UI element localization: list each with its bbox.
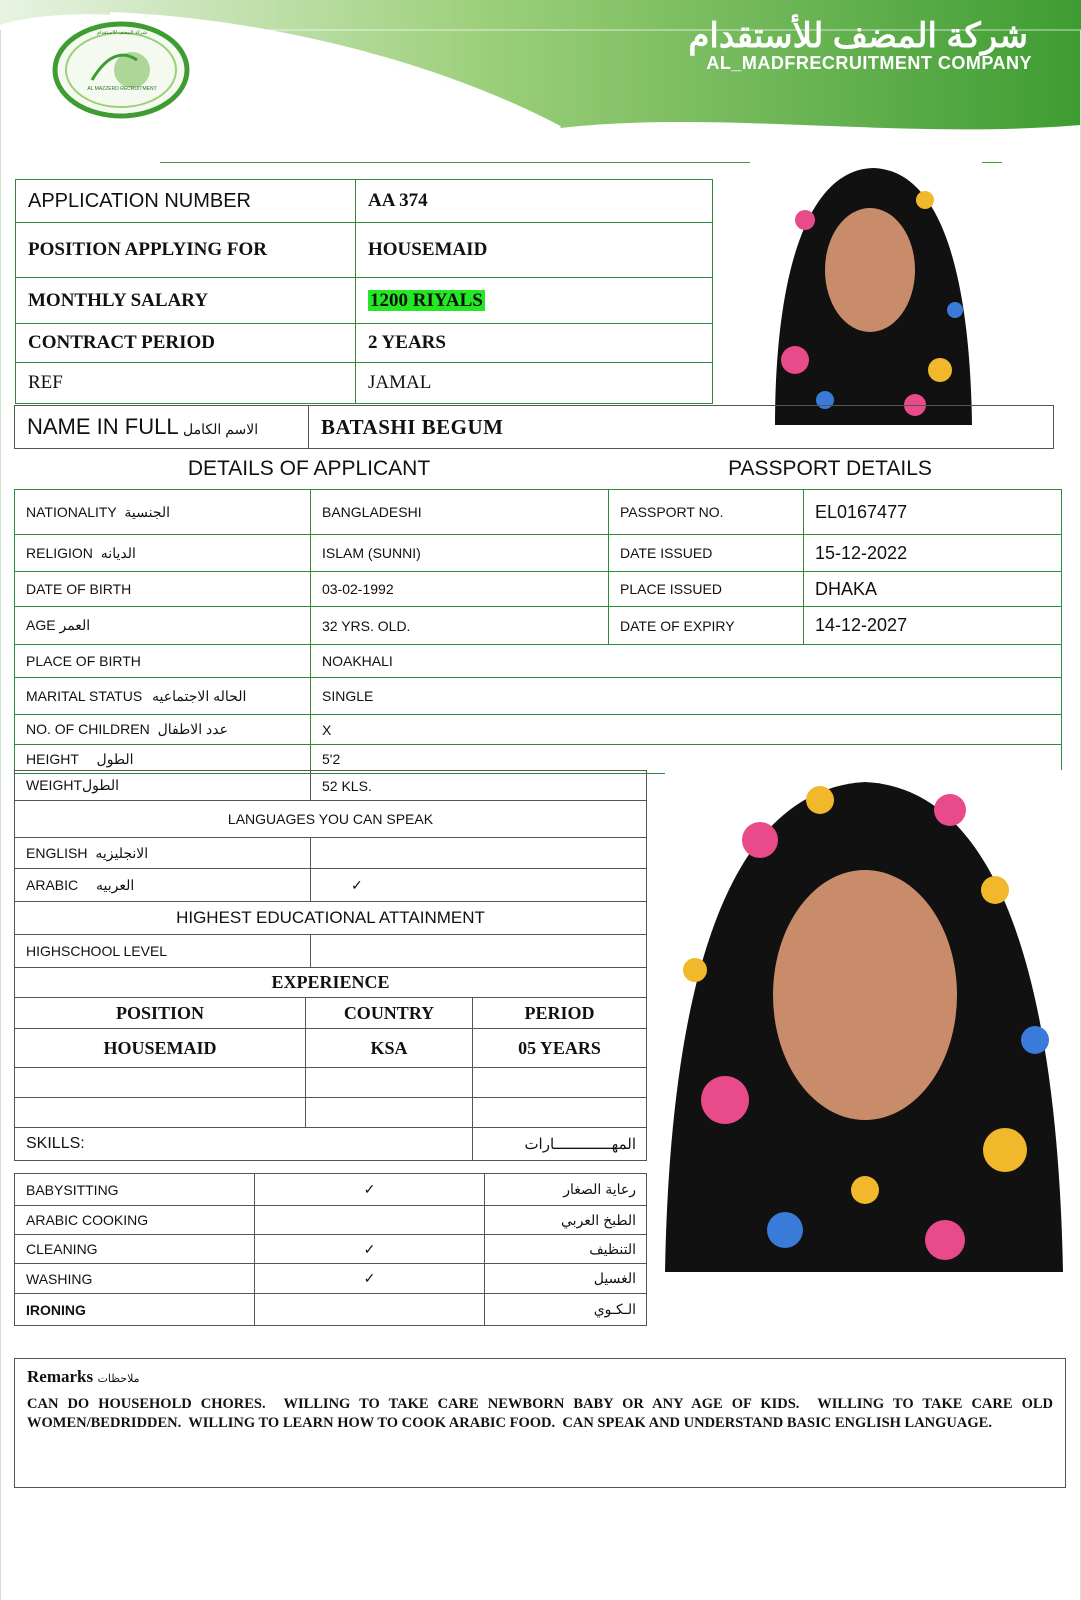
- skill-check: ✓: [255, 1174, 485, 1206]
- education-title: HIGHEST EDUCATIONAL ATTAINMENT: [15, 902, 647, 935]
- table-row: [15, 607, 1062, 645]
- page-border-left: [0, 30, 1, 1600]
- field-label-arabic: الجنسية: [124, 503, 171, 520]
- table-row: [15, 1068, 647, 1098]
- table-row: [15, 1029, 647, 1068]
- field-label: HEIGHT: [26, 750, 79, 767]
- weight-table: [14, 770, 647, 968]
- table-row: [15, 645, 1062, 678]
- applicant-photo-small: [765, 160, 982, 425]
- passport-label: DATE OF EXPIRY: [609, 607, 804, 645]
- name-label-cell: [15, 406, 309, 449]
- field-label-arabic: الديانه: [100, 544, 136, 561]
- table-row: [15, 715, 1062, 745]
- table-row: [15, 1294, 647, 1326]
- experience-header-country: COUNTRY: [306, 998, 473, 1029]
- ref-label: REF: [16, 363, 356, 404]
- field-value: 32 YRS. OLD.: [311, 607, 609, 645]
- passport-value: DHAKA: [804, 572, 1062, 607]
- skill-label-arabic: التنظيف: [485, 1235, 647, 1264]
- field-label: DATE OF BIRTH: [15, 572, 311, 607]
- name-label-arabic: الاسم الكامل: [183, 421, 259, 437]
- field-value: NOAKHALI: [311, 645, 1062, 678]
- experience-title: EXPERIENCE: [15, 968, 647, 998]
- field-label: NATIONALITY: [26, 503, 117, 520]
- field-label-arabic: العمر: [59, 617, 91, 633]
- passport-section-title: PASSPORT DETAILS: [728, 457, 932, 480]
- skills-label-arabic: المهـــــــــــــارات: [473, 1128, 647, 1161]
- skill-label-arabic: الغسيل: [485, 1264, 647, 1294]
- table-row: [15, 1206, 647, 1235]
- passport-value: 14-12-2027: [804, 607, 1062, 645]
- field-value: X: [311, 715, 1062, 745]
- experience-table: [14, 967, 647, 1161]
- table-row: [15, 1098, 647, 1128]
- field-label: RELIGION: [26, 544, 93, 561]
- remarks-title: Remarks: [27, 1367, 94, 1386]
- ref-value: JAMAL: [356, 363, 713, 404]
- field-value: 52 KLS.: [311, 771, 647, 801]
- table-row: [15, 535, 1062, 572]
- table-row: [15, 1264, 647, 1294]
- skill-label: ARABIC COOKING: [15, 1206, 255, 1235]
- table-row: [15, 838, 647, 869]
- passport-value: 15-12-2022: [804, 535, 1062, 572]
- skill-label: BABYSITTING: [15, 1174, 255, 1206]
- languages-title: LANGUAGES YOU CAN SPEAK: [15, 801, 647, 838]
- field-label: AGE: [26, 617, 56, 633]
- contract-value: 2 YEARS: [356, 324, 713, 363]
- experience-country: KSA: [306, 1029, 473, 1068]
- skill-label-arabic: رعاية الصغار: [485, 1174, 647, 1206]
- experience-period: 05 YEARS: [473, 1029, 647, 1068]
- field-value: ISLAM (SUNNI): [311, 535, 609, 572]
- field-value: 5'2: [311, 745, 1062, 774]
- field-label: WEIGHT: [26, 777, 82, 793]
- field-label: NO. OF CHILDREN: [26, 721, 150, 737]
- position-label: POSITION APPLYING FOR: [16, 223, 356, 278]
- education-level: HIGHSCHOOL LEVEL: [15, 935, 311, 968]
- language-label-arabic: العربيه: [96, 876, 135, 893]
- field-label: MARITAL STATUS: [26, 687, 143, 704]
- skill-check: [255, 1294, 485, 1326]
- company-name-arabic: شركة المضف للأستقدام: [688, 17, 1028, 55]
- experience-header-position: POSITION: [15, 998, 306, 1029]
- table-row: [15, 1174, 647, 1206]
- divider-line: [160, 162, 750, 163]
- salary-value: 1200 RIYALS: [370, 289, 483, 311]
- passport-label: PLACE ISSUED: [609, 572, 804, 607]
- language-label: ENGLISH: [26, 844, 88, 861]
- table-row: [15, 490, 1062, 535]
- passport-label: PASSPORT NO.: [609, 490, 804, 535]
- field-label-arabic: عدد الاطفال: [157, 721, 228, 737]
- field-label-arabic: الحاله الاجتماعيه: [152, 687, 247, 704]
- skill-label-arabic: الطبخ العربي: [485, 1206, 647, 1235]
- skill-check: ✓: [255, 1264, 485, 1294]
- skill-label: WASHING: [15, 1264, 255, 1294]
- application-info-table: [15, 179, 713, 404]
- applicant-photo-large: [665, 770, 1065, 1272]
- passport-value: EL0167477: [804, 490, 1062, 535]
- table-row: [15, 1235, 647, 1264]
- passport-label: DATE ISSUED: [609, 535, 804, 572]
- skills-table: [14, 1173, 647, 1326]
- position-value: HOUSEMAID: [356, 223, 713, 278]
- name-label: NAME IN FULL: [27, 414, 179, 439]
- field-value: BANGLADESHI: [311, 490, 609, 535]
- logo-caption-arabic: شركة المضف للاستقدام: [97, 30, 147, 36]
- app-number-label: APPLICATION NUMBER: [16, 180, 356, 223]
- table-row: [15, 869, 647, 902]
- company-name-english: AL_MADFRECRUITMENT COMPANY: [706, 53, 1032, 73]
- skill-label: IRONING: [15, 1294, 255, 1326]
- field-label: PLACE OF BIRTH: [15, 645, 311, 678]
- table-row: [15, 771, 647, 801]
- skill-check: [255, 1206, 485, 1235]
- field-label-arabic: الطول: [96, 750, 134, 767]
- experience-position: HOUSEMAID: [15, 1029, 306, 1068]
- field-value: 03-02-1992: [311, 572, 609, 607]
- remarks-text: CAN DO HOUSEHOLD CHORES. WILLING TO TAKE CARE NEWBORN BABY OR ANY AGE OF KIDS. WILLING TO TAKE CARE OLD WOMEN/BEDRIDDEN. WILLING TO LEARN HOW TO COOK ARABIC FOOD. CAN SPEAK AND UNDERSTAND BASIC ENGLISH LANGUAGE.: [27, 1396, 1057, 1431]
- remarks-title-arabic: ملاحظات: [97, 1373, 140, 1385]
- field-label-arabic: الطول: [82, 777, 120, 793]
- language-label-arabic: الانجليزيه: [95, 844, 149, 861]
- table-row: [15, 678, 1062, 715]
- education-empty-cell: [311, 935, 647, 968]
- app-number-value: AA 374: [356, 180, 713, 223]
- language-check: ✓: [311, 869, 647, 902]
- full-name: BATASHI BEGUM: [309, 406, 1054, 449]
- experience-header-period: PERIOD: [473, 998, 647, 1029]
- language-label: ARABIC: [26, 876, 79, 893]
- table-row: [15, 572, 1062, 607]
- language-check: [311, 838, 647, 869]
- applicant-details-table: [14, 489, 1062, 774]
- skill-check: ✓: [255, 1235, 485, 1264]
- field-value: SINGLE: [311, 678, 1062, 715]
- salary-label: MONTHLY SALARY: [16, 278, 356, 324]
- skill-label-arabic: الـكـوي: [485, 1294, 647, 1326]
- contract-label: CONTRACT PERIOD: [16, 324, 356, 363]
- remarks-box: [14, 1358, 1066, 1488]
- name-table: [14, 405, 1054, 449]
- logo-caption: AL MAZZERD RECRUITMENT: [87, 86, 157, 92]
- applicant-section-title: DETAILS OF APPLICANT: [187, 457, 431, 480]
- skills-label: SKILLS:: [15, 1128, 473, 1161]
- skill-label: CLEANING: [15, 1235, 255, 1264]
